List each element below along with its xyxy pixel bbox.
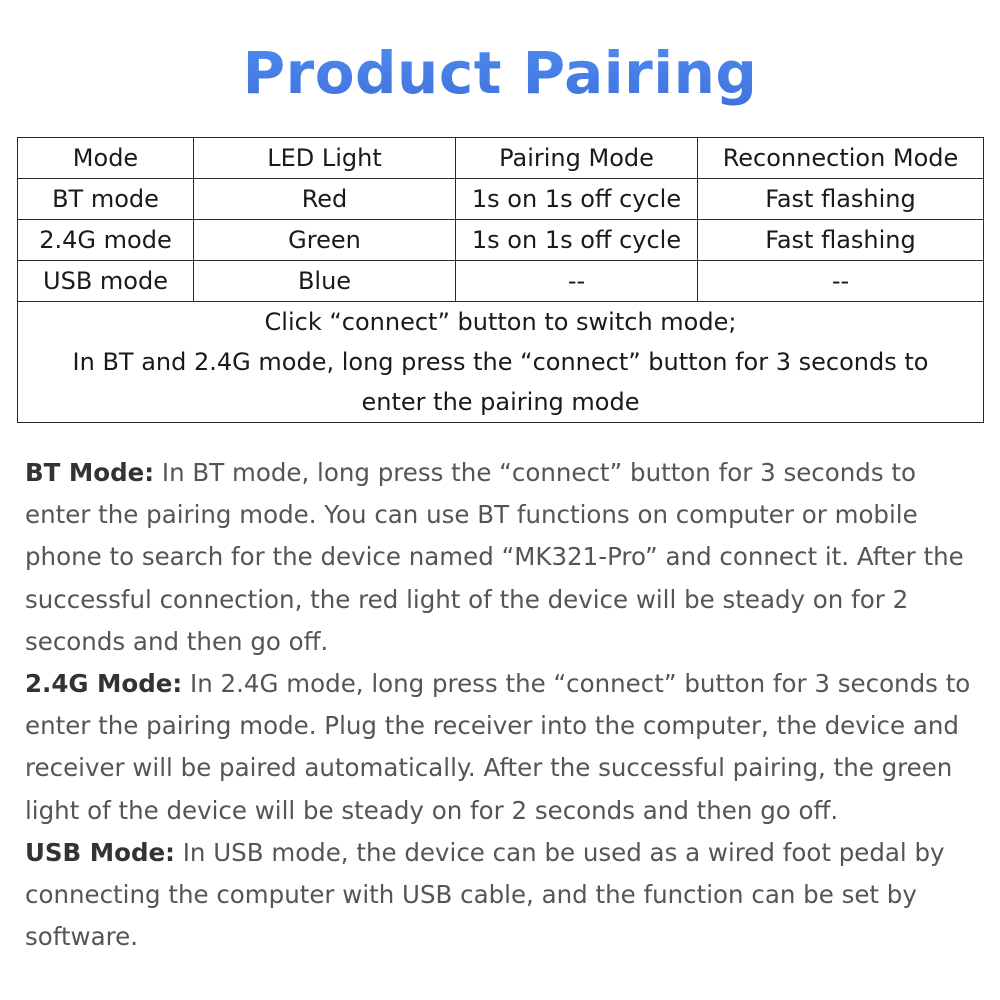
table-header-row xyxy=(18,138,984,179)
bt-mode-paragraph xyxy=(25,452,985,663)
note-line: Click “connect” button to switch mode; xyxy=(264,308,737,336)
table-note xyxy=(18,302,984,423)
column-header-pairing-mode: Pairing Mode xyxy=(456,138,698,179)
usb-mode-paragraph xyxy=(25,832,985,959)
cell-pairing-mode: 1s on 1s off cycle xyxy=(456,220,698,261)
section-text: In 2.4G mode, long press the “connect” button for 3 seconds to enter the pairing mode. Plug the receiver into the computer, the device and receiver will be paired automatically. After the successful pairing, the green light of the device will be steady on for 2 seconds and then go off. xyxy=(25,669,971,825)
24g-mode-paragraph xyxy=(25,663,985,832)
table-row xyxy=(18,261,984,302)
cell-mode: 2.4G mode xyxy=(18,220,194,261)
note-line: enter the pairing mode xyxy=(361,388,640,416)
section-heading: USB Mode: xyxy=(25,837,175,867)
table-row xyxy=(18,220,984,261)
cell-led-light: Red xyxy=(194,179,456,220)
section-heading: 2.4G Mode: xyxy=(25,669,183,699)
cell-led-light: Green xyxy=(194,220,456,261)
cell-reconnection-mode: Fast flashing xyxy=(698,179,984,220)
section-text: In BT mode, long press the “connect” button for 3 seconds to enter the pairing mode. You can use BT functions on computer or mobile phone to search for the device named “MK321-Pro” and connect it. After the successful connection, the red light of the device will be steady on for 2 seconds and then go off. xyxy=(25,458,964,656)
column-header-reconnection-mode: Reconnection Mode xyxy=(698,138,984,179)
instructions-body xyxy=(25,452,985,958)
section-text: In USB mode, the device can be used as a wired foot pedal by connecting the computer with USB cable, and the function can be set by software. xyxy=(25,837,945,952)
cell-reconnection-mode: -- xyxy=(698,261,984,302)
section-heading: BT Mode: xyxy=(25,458,155,487)
column-header-mode: Mode xyxy=(18,138,194,179)
column-header-led-light: LED Light xyxy=(194,138,456,179)
cell-pairing-mode: -- xyxy=(456,261,698,302)
note-line: In BT and 2.4G mode, long press the “connect” button for 3 seconds to xyxy=(72,348,929,376)
cell-pairing-mode: 1s on 1s off cycle xyxy=(456,179,698,220)
cell-led-light: Blue xyxy=(194,261,456,302)
page-title: Product Pairing xyxy=(0,34,1000,112)
mode-table xyxy=(17,137,984,423)
cell-mode: USB mode xyxy=(18,261,194,302)
table-row xyxy=(18,179,984,220)
cell-reconnection-mode: Fast flashing xyxy=(698,220,984,261)
table-note-row xyxy=(18,302,984,423)
cell-mode: BT mode xyxy=(18,179,194,220)
